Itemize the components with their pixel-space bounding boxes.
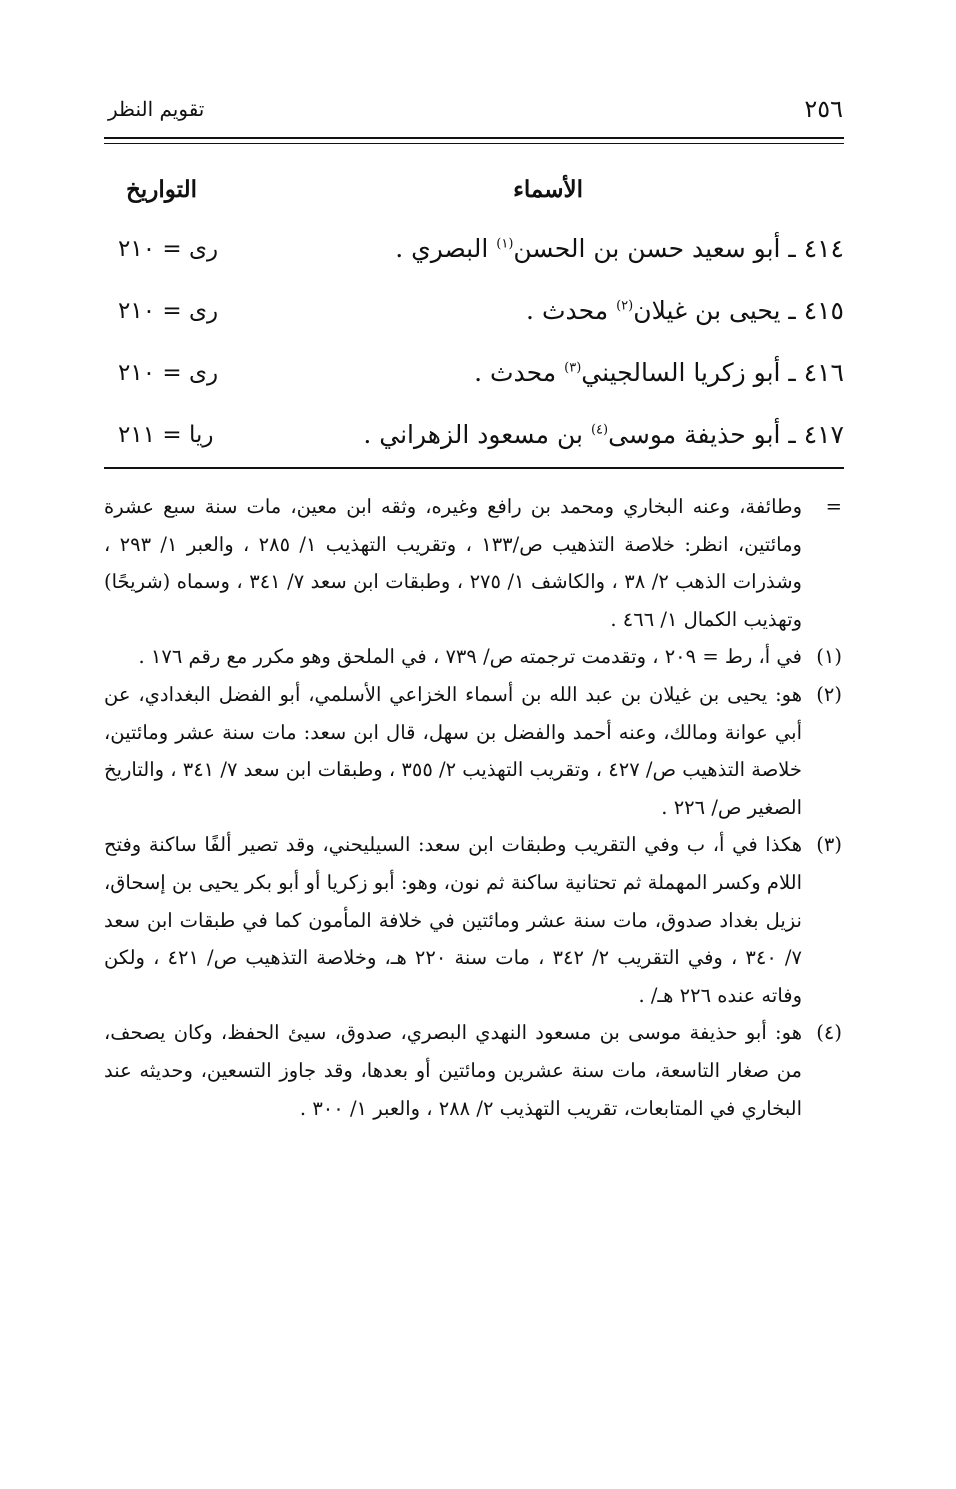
list-item [104, 348, 844, 410]
footnote-text: في أ، رط = ٢٠٩ ، وتقدمت ترجمته ص/ ٧٣٩ ، في الملحق وهو مكرر مع رقم ١٧٦ . [138, 645, 802, 669]
footnote-mark: (٢) [816, 682, 842, 706]
entries-list [104, 224, 844, 472]
footnote-mark: (٤) [816, 1021, 842, 1045]
entry-name: ٤١٧ ـ أبو حذيفة موسى$^{(٤)}$ بن مسعود الزهراني . [363, 420, 844, 449]
header-rule [104, 137, 844, 139]
footnote-ref[interactable]: (٣) [564, 360, 582, 376]
entry-name: ٤١٤ ـ أبو سعيد حسن بن الحسن$^{(١)}$ البصري . [395, 234, 844, 263]
entry-name: ٤١٥ ـ يحيى بن غيلان$^{(٢)}$ محدث . [526, 296, 844, 325]
entry-date: رى = ٢١٠ [118, 236, 219, 262]
footnotes [104, 488, 842, 1127]
footnote-ref[interactable]: (٤) [590, 422, 609, 438]
footnote-text: وطائفة، وعنه البخاري ومحمد بن رافع وغيره، وثقه ابن معين، مات سنة سبع عشرة ومائتين، انظر: خلاصة التذهيب ص/١٣٣ ، وتقريب التهذيب ١/ ٢٨٥ ، والعبر ١/ ٢٩٣ ، وشذرات الذهب ٢/ ٣٨ ، والكاشف ١/ ٢٧٥ ، وطبقات ابن سعد ٧/ ٣٤١ ، وسماه (شريحًا) وتهذيب الكمال ١/ ٤٦٦ . [104, 495, 802, 631]
entry-date: رى = ٢١٠ [118, 298, 219, 324]
footnote [104, 676, 842, 826]
running-title: تقويم النظر [108, 97, 205, 121]
list-item [104, 286, 844, 348]
page-number: ٢٥٦ [804, 95, 843, 123]
list-item [104, 410, 844, 472]
footnote-ref[interactable]: (٢) [616, 298, 634, 314]
footnote-mark: = [825, 495, 842, 518]
footnote-text: هو: أبو حذيفة موسى بن مسعود النهدي البصري، صدوق، سيئ الحفظ، وكان يصحف، من صغار التاسعة، مات سنة عشرين ومائتين أو بعدها، وقد جاوز التسعين، وحديثه عند البخاري في المتابعات، تقريب التهذيب ٢/ ٢٨٨ ، والعبر ١/ ٣٠٠ . [104, 1021, 802, 1120]
footnote [104, 1014, 842, 1127]
dates-column-heading: التواريخ [126, 176, 197, 203]
footnote-rule [104, 467, 844, 469]
footnote [104, 488, 842, 638]
footnote-ref[interactable]: (١) [496, 236, 514, 252]
names-column-heading: الأسماء [513, 176, 583, 203]
entry-date: ريا = ٢١١ [118, 422, 214, 448]
footnote-text: هو: يحيى بن غيلان بن عبد الله بن أسماء الخزاعي الأسلمي، أبو الفضل البغدادي، عن أبي عوانة ومالك، وعنه أحمد والفضل بن سهل، قال ابن سعد: مات سنة عشر ومائتين، خلاصة التذهيب ص/ ٤٢٧ ، وتقريب التهذيب ٢/ ٣٥٥ ، وطبقات ابن سعد ٧/ ٣٤١ ، والتاريخ الصغير ص/ ٢٢٦ . [104, 682, 802, 819]
header-rule-thin [104, 143, 844, 144]
footnote-mark: (٣) [816, 833, 842, 857]
list-item [104, 224, 844, 286]
footnote [104, 826, 842, 1014]
entry-date: رى = ٢١٠ [118, 360, 219, 386]
footnote-text: هكذا في أ، ب وفي التقريب وطبقات ابن سعد: السيليحني، وقد تصير ألفًا ساكنة وفتح اللام وكسر المهملة ثم تحتانية ساكنة ثم نون، وهو: أبو زكريا أو أبو بكر يحيى بن إسحاق، نزيل بغداد صدوق، مات سنة عشر ومائتين في خلافة المأمون كما في طبقات ابن سعد ٧/ ٣٤٠ ، وفي التقريب ٢/ ٣٤٢ ، مات سنة ٢٢٠ هـ، وخلاصة التذهيب ص/ ٤٢١ ، ولكن وفاته عنده ٢٢٦ هـ/ . [104, 833, 802, 1007]
footnote [104, 638, 842, 676]
footnote-mark: (١) [816, 645, 842, 669]
entry-name: ٤١٦ ـ أبو زكريا السالجيني$^{(٣)}$ محدث . [474, 358, 844, 387]
